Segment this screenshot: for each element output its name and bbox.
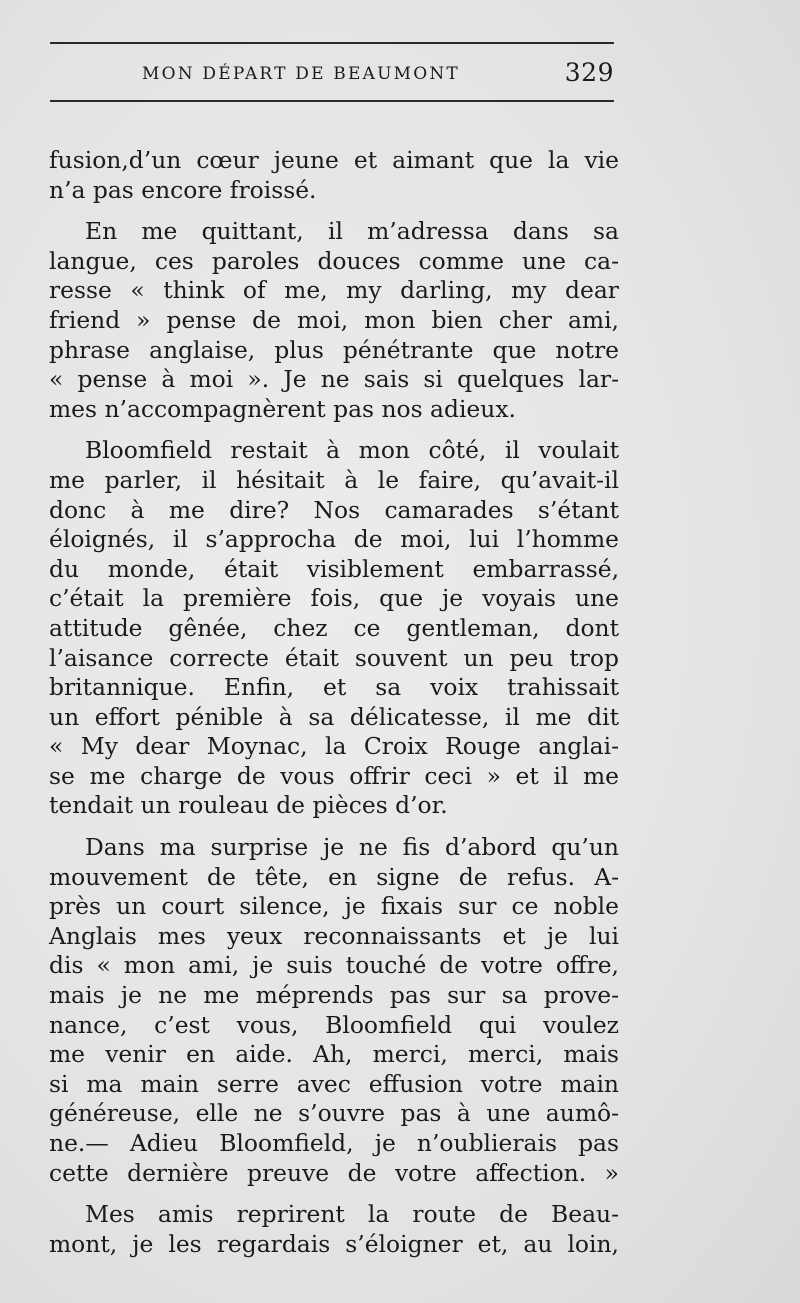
text-line: donc à me dire? Nos camarades s’étant [49, 495, 619, 524]
text-line: si ma main serre avec effusion votre main [49, 1069, 619, 1098]
text-line: fusion,d’un cœur jeune et aimant que la vie [49, 146, 619, 174]
text-line: langue, ces paroles douces comme une ca- [49, 246, 619, 275]
text-line: Anglais mes yeux reconnaissants et je lui [49, 921, 619, 950]
text-line: mais je ne me méprends pas sur sa prove- [49, 981, 619, 1010]
text-line: n’a pas encore froissé. [49, 175, 317, 204]
paragraph [49, 436, 619, 821]
text-line: mes n’accompagnèrent pas nos adieux. [49, 394, 516, 423]
text-line: « pense à moi ». Je ne sais si quelques lar- [49, 365, 619, 394]
text-line: Dans ma surprise je ne fis d’abord qu’un [85, 833, 619, 862]
text-line: resse « think of me, my darling, my dear [49, 276, 619, 305]
text-line: « My dear Moynac, la Croix Rouge anglai- [49, 732, 619, 761]
text-line: près un court silence, je fixais sur ce noble [49, 892, 619, 921]
text-line: britannique. Enfin, et sa voix trahissait [49, 673, 619, 702]
text-line: du monde, était visiblement embarrassé, [49, 554, 619, 583]
running-head [50, 58, 614, 92]
text-line: c’était la première fois, que je voyais une [49, 584, 619, 613]
text-line: cette dernière preuve de votre affection. » [49, 1158, 619, 1187]
text-line: éloignés, il s’approcha de moi, lui l’homme [49, 525, 619, 554]
text-line: me venir en aide. Ah, merci, merci, mais [49, 1040, 619, 1069]
paragraph [49, 1200, 619, 1259]
running-title: MON DÉPART DE BEAUMONT [142, 64, 460, 84]
header-rule-top [50, 42, 614, 44]
paragraph [49, 833, 619, 1188]
text-line: mouvement de tête, en signe de refus. A- [49, 862, 619, 891]
text-line: nance, c’est vous, Bloomfield qui voulez [49, 1010, 619, 1039]
text-line: mont, je les regardais s’éloigner et, au loin, [49, 1229, 619, 1258]
header-rule-bottom [50, 100, 614, 102]
text-line: l’aisance correcte était souvent un peu trop [49, 643, 619, 672]
text-line: friend » pense de moi, mon bien cher ami, [49, 305, 619, 334]
text-line: Mes amis reprirent la route de Beau- [85, 1200, 619, 1229]
paragraph [49, 217, 619, 424]
text-line: un effort pénible à sa délicatesse, il me dit [49, 702, 619, 731]
text-line: attitude gênée, chez ce gentleman, dont [49, 613, 619, 642]
text-line: Bloomfield restait à mon côté, il voulait [85, 436, 619, 465]
text-line: généreuse, elle ne s’ouvre pas à une aumô- [49, 1099, 619, 1128]
body-text [49, 146, 619, 1259]
text-line: me parler, il hésitait à le faire, qu’avait-il [49, 465, 619, 494]
text-line: tendait un rouleau de pièces d’or. [49, 791, 448, 820]
text-line: phrase anglaise, plus pénétrante que notre [49, 335, 619, 364]
text-line: ne.— Adieu Bloomfield, je n’oublierais pas [49, 1129, 619, 1157]
text-line: dis « mon ami, je suis touché de votre offre, [49, 951, 619, 980]
paragraph [49, 146, 619, 205]
text-line: se me charge de vous offrir ceci » et il me [49, 761, 619, 790]
page-number: 329 [564, 58, 614, 87]
text-line: En me quittant, il m’adressa dans sa [85, 217, 619, 246]
